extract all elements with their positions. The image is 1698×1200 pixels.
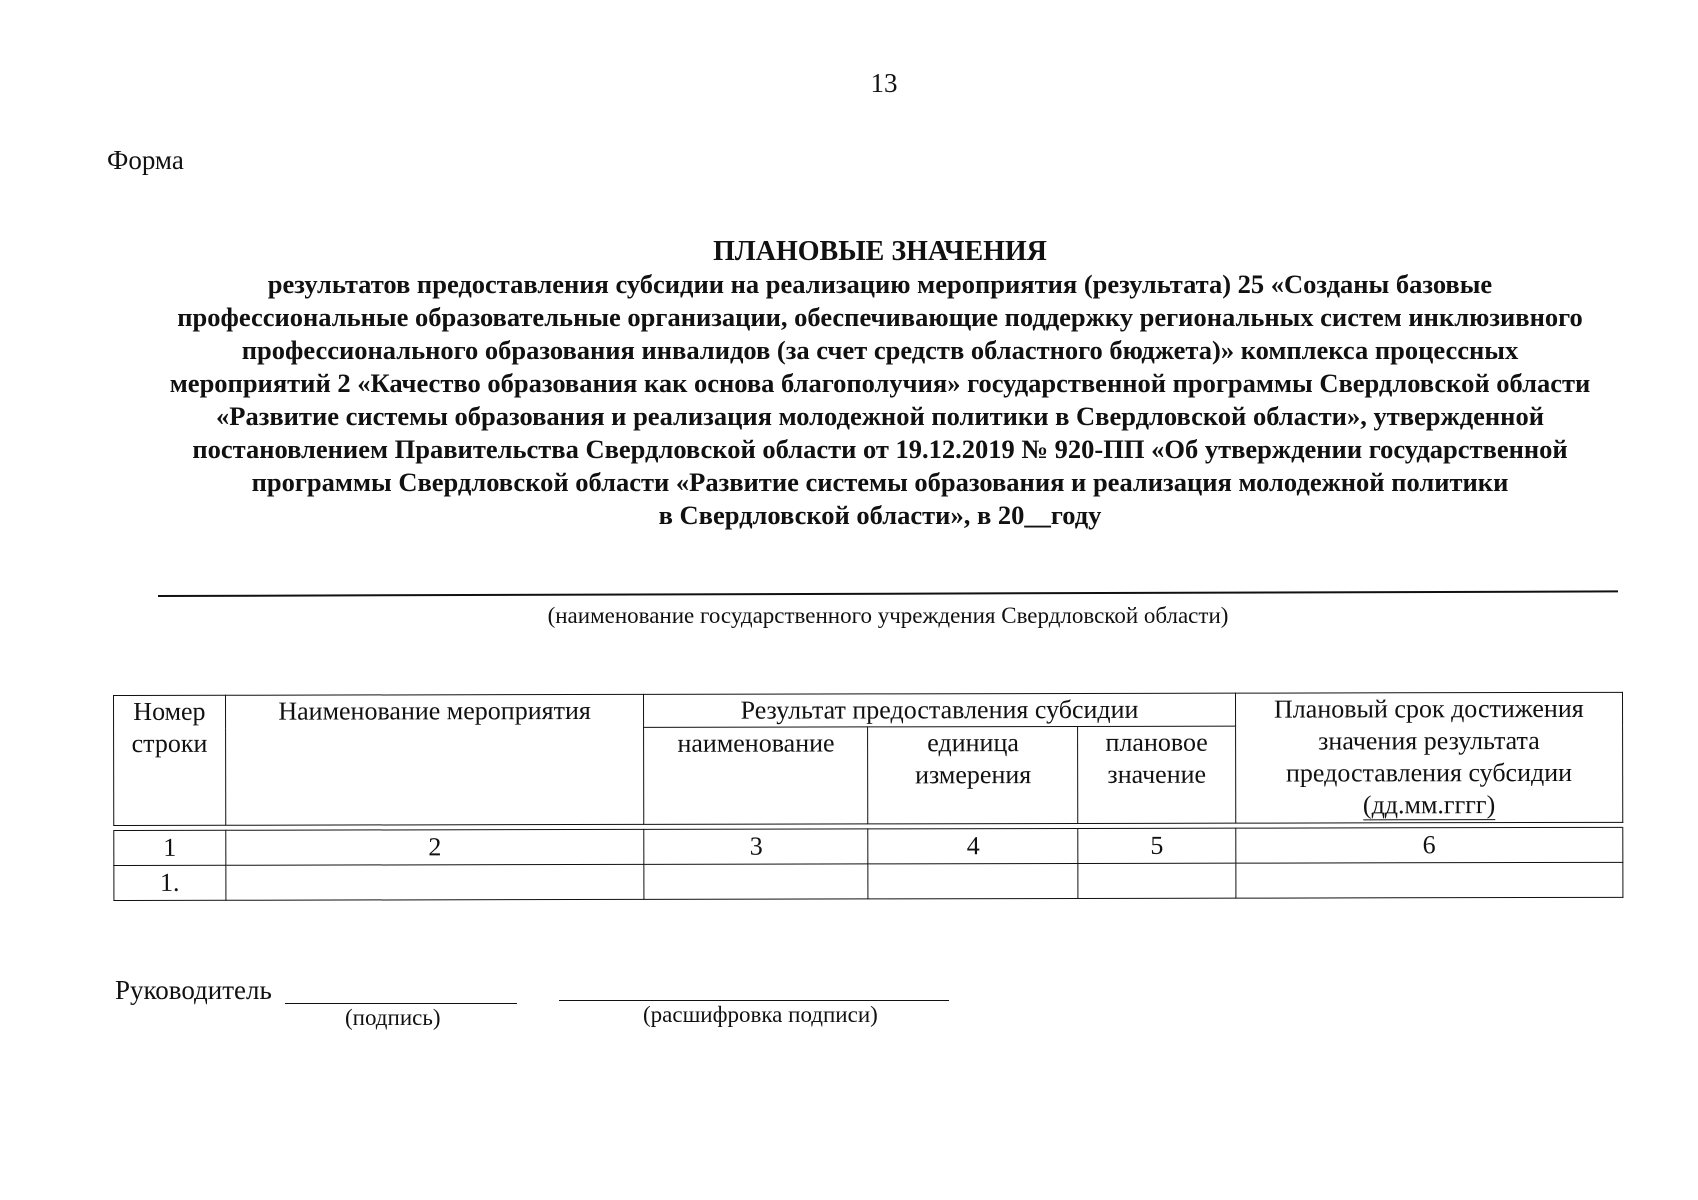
header-plan-value-line2: значение (1107, 759, 1207, 789)
column-number-cell: 4 (868, 828, 1078, 863)
title-line-3: профессионального образования инвалидов (за счет средств областного бюджета)» комплекса процессных (241, 335, 1519, 365)
deadline-cell (1236, 862, 1623, 898)
plan-value-cell (1078, 863, 1235, 898)
column-number-cell: 5 (1078, 828, 1235, 863)
table-header-row (114, 692, 1623, 728)
header-event-name: Наименование мероприятия (225, 694, 644, 825)
organization-caption: (наименование государственного учреждения Свердловской области) (547, 603, 1229, 628)
title-line-2: профессиональные образовательные организации, обеспечивающие поддержку региональных систем инклюзивного (177, 302, 1583, 332)
header-row-number-line2: строки (131, 728, 208, 758)
unit-cell (868, 863, 1078, 898)
title-line-4: мероприятий 2 «Качество образования как основа благополучия» государственной программы Свердловской области (169, 368, 1591, 398)
signature-caption: (подпись) (345, 1005, 441, 1030)
column-number-cell: 6 (1235, 827, 1622, 863)
page-number: 13 (870, 68, 898, 98)
column-number-cell: 1 (114, 830, 226, 865)
signature-line (285, 1003, 517, 1004)
title-line-5: «Развитие системы образования и реализация молодежной политики в Свердловской области», утвержденной (216, 401, 1544, 431)
title-line-6: постановлением Правительства Свердловской области от 19.12.2019 № 920-ПП «Об утверждении государственной (192, 434, 1568, 464)
form-label: Форма (107, 145, 184, 175)
organization-name-line (158, 590, 1618, 597)
header-row-number (114, 695, 226, 825)
event-name-cell (226, 864, 645, 900)
column-number-cell: 3 (644, 829, 868, 864)
document-heading: ПЛАНОВЫЕ ЗНАЧЕНИЯ (713, 236, 1047, 267)
header-unit (868, 726, 1078, 823)
signature-decoding-caption: (расшифровка подписи) (643, 1002, 878, 1027)
header-deadline-line4: (дд.мм.гггг) (1362, 790, 1496, 820)
header-result-group: Результат предоставления субсидии (644, 693, 1235, 727)
row-number-cell: 1. (114, 865, 226, 900)
title-line-7: программы Свердловской области «Развитие системы образования и реализация молодежной политики (251, 467, 1509, 497)
column-number-row (114, 827, 1623, 865)
signature-label: Руководитель (115, 975, 272, 1005)
header-plan-value-line1: плановое (1105, 727, 1208, 757)
signature-decoding-line (559, 1000, 949, 1001)
header-deadline-line2: значения результата (1318, 726, 1540, 756)
header-plan-value (1078, 726, 1235, 823)
header-deadline-line3: предоставления субсидии (1285, 757, 1573, 788)
header-unit-line1: единица (927, 728, 1019, 758)
header-result-name: наименование (644, 727, 868, 824)
title-line-8: в Свердловской области», в 20__году (658, 500, 1102, 530)
header-deadline-line1: Плановый срок достижения (1273, 693, 1584, 724)
plan-values-table (113, 692, 1623, 901)
header-unit-line2: измерения (915, 760, 1032, 790)
title-line-1: результатов предоставления субсидии на реализацию мероприятия (результата) 25 «Созданы базовые (267, 269, 1493, 299)
table-row (114, 862, 1623, 900)
document-title-block (100, 235, 1660, 532)
header-deadline (1235, 692, 1623, 823)
column-number-cell: 2 (226, 829, 645, 865)
header-row-number-line1: Номер (133, 696, 206, 726)
result-name-cell (644, 864, 868, 899)
